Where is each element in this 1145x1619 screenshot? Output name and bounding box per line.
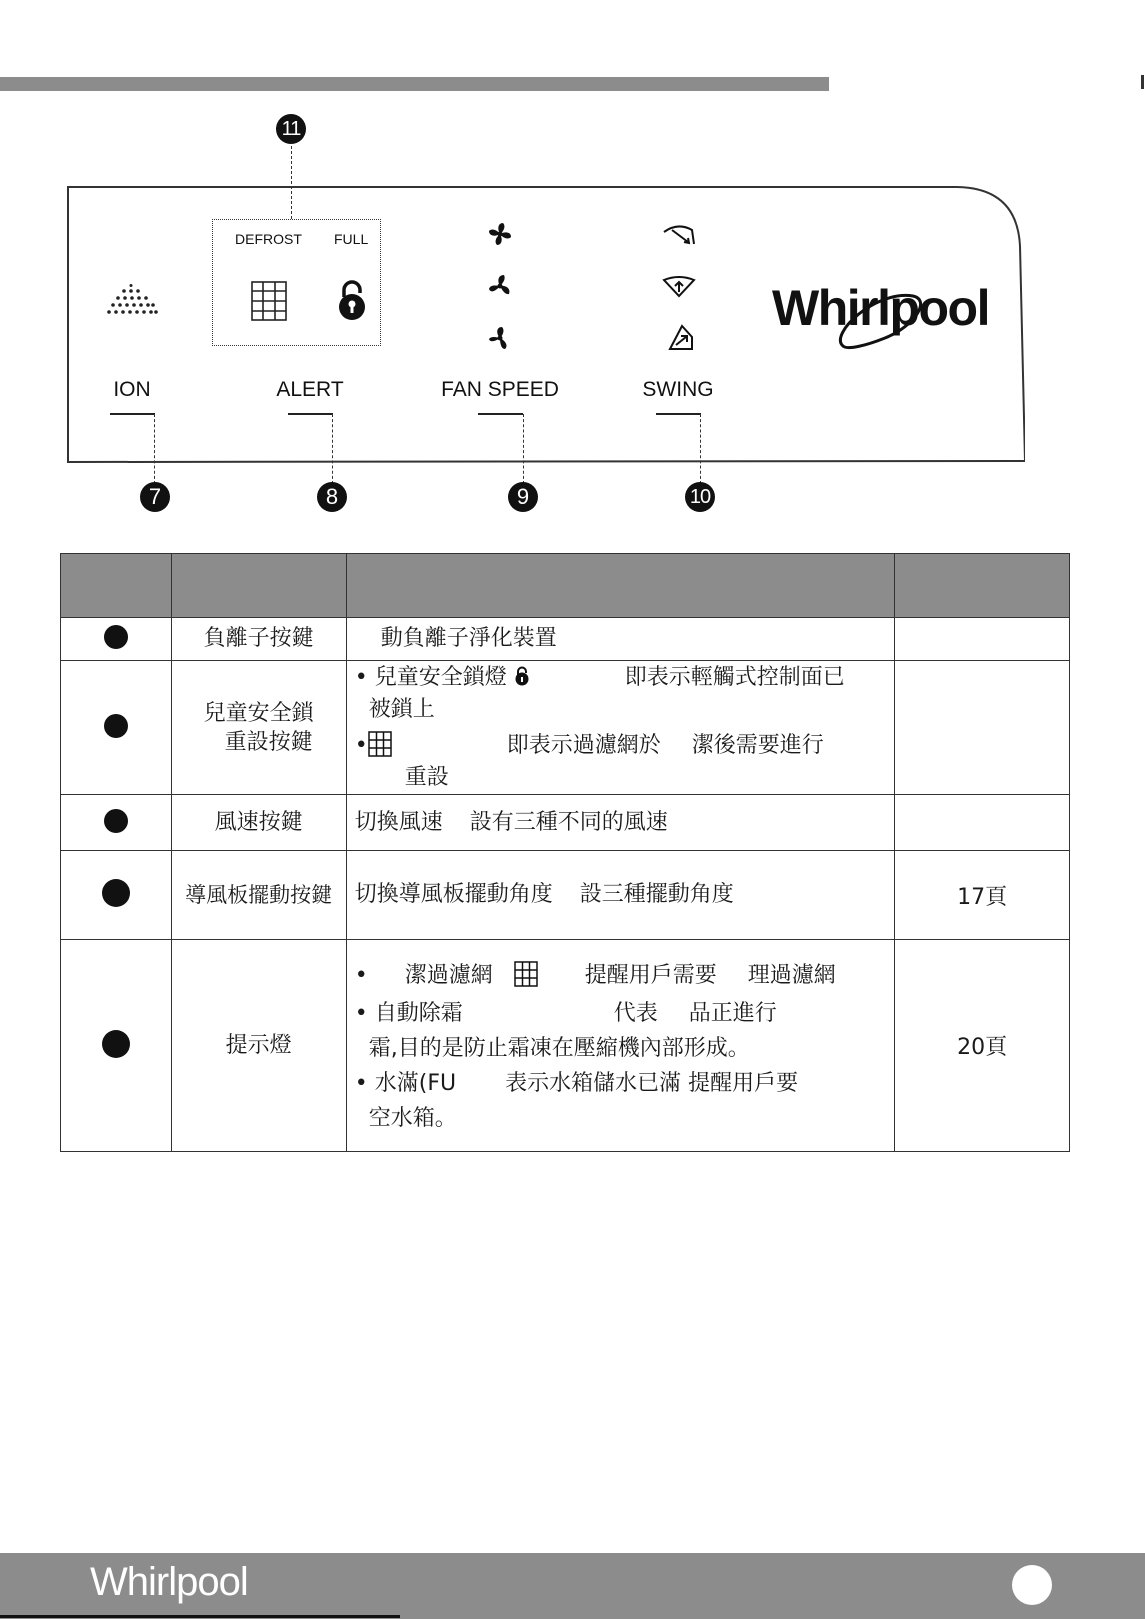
table-row bbox=[61, 618, 1070, 661]
fan-high-icon bbox=[487, 221, 513, 247]
table-header-row bbox=[61, 554, 1070, 618]
row-desc: 提醒用戶需要 bbox=[584, 962, 717, 988]
row-page bbox=[895, 618, 1070, 661]
row-page bbox=[895, 795, 1070, 851]
leader-line-9 bbox=[523, 414, 524, 484]
row-page: 17頁 bbox=[895, 851, 1070, 940]
defrost-label: DEFROST bbox=[235, 231, 302, 247]
footer-brand-logo: Whirlpool bbox=[90, 1560, 248, 1604]
swing-underline bbox=[656, 413, 701, 415]
row-desc: 即表示過濾網於 bbox=[506, 732, 661, 758]
callout-8: 8 bbox=[317, 482, 347, 512]
row-desc: 動負離子淨化裝置 bbox=[380, 626, 557, 651]
header-cell bbox=[346, 554, 895, 618]
full-label: FULL bbox=[334, 231, 369, 247]
row-desc: 品正進行 bbox=[688, 1000, 777, 1026]
row-desc: 設三種擺動角度 bbox=[579, 882, 734, 907]
ion-icon bbox=[105, 284, 159, 314]
leader-line-11 bbox=[291, 146, 292, 219]
alert-button-label[interactable]: ALERT bbox=[276, 378, 344, 401]
page-number-badge bbox=[1012, 1565, 1052, 1605]
row-desc: 水滿(FU bbox=[374, 1070, 457, 1096]
table-row bbox=[61, 795, 1070, 851]
top-header-bar bbox=[0, 77, 829, 91]
row-page: 20頁 bbox=[895, 940, 1070, 1152]
swing-narrow-icon bbox=[666, 323, 696, 353]
header-cell bbox=[171, 554, 346, 618]
row-marker-dot bbox=[102, 879, 130, 907]
edge-tick-mark bbox=[1141, 75, 1144, 89]
whirlpool-logo: Whirlpool bbox=[772, 280, 989, 336]
callout-7: 7 bbox=[140, 482, 170, 512]
ion-underline bbox=[110, 413, 155, 415]
table-row: 兒童安全鎖 重設按鍵 • 兒童安全鎖燈 即表示輕觸式控制面已 被鎖上 • 即表示過濾網於 潔後需要進行 重設 bbox=[61, 661, 1070, 795]
callout-10: 10 bbox=[685, 482, 715, 512]
row-name: 提示燈 bbox=[225, 1032, 292, 1058]
row-desc: 設有三種不同的風速 bbox=[469, 809, 668, 835]
fan-medium-icon bbox=[487, 273, 513, 299]
row-desc: 潔後需要進行 bbox=[691, 732, 824, 758]
ion-button-label[interactable]: ION bbox=[113, 378, 151, 401]
filter-grid-icon bbox=[368, 731, 392, 757]
row-desc: 代表 bbox=[613, 1000, 658, 1026]
footer-rule bbox=[0, 1615, 400, 1618]
table-row bbox=[61, 851, 1070, 940]
alert-underline bbox=[288, 413, 333, 415]
logo-swoosh bbox=[835, 286, 945, 354]
row-desc: 切換風速 bbox=[354, 809, 443, 835]
lock-icon bbox=[336, 279, 368, 321]
leader-line-8 bbox=[332, 414, 333, 484]
swing-mid-icon bbox=[662, 276, 696, 298]
header-cell bbox=[61, 554, 172, 618]
callout-11: 11 bbox=[276, 114, 306, 144]
swing-wide-icon bbox=[662, 224, 696, 246]
row-desc: 切換導風板擺動角度 bbox=[354, 882, 553, 907]
row-desc: 空水箱。 bbox=[368, 1105, 457, 1131]
filter-grid-icon bbox=[514, 961, 538, 987]
row-desc: 兒童安全鎖燈 bbox=[374, 664, 507, 690]
row-marker-dot bbox=[102, 1030, 130, 1058]
row-name: 負離子按鍵 bbox=[203, 626, 314, 651]
row-name: 風速按鍵 bbox=[214, 809, 303, 835]
lock-icon bbox=[514, 666, 530, 686]
function-table bbox=[60, 553, 1070, 1152]
row-page bbox=[895, 661, 1070, 795]
row-desc: 被鎖上 bbox=[368, 696, 435, 722]
table-row: 提示燈 • 潔過濾網 提醒用戶需要 理過濾網 • 自動除霜 代表 品正進行 霜,目的是防止霜凍在壓縮機內部形成。 • 水滿(FU 表示水箱儲水已滿 提醒用戶要 空水箱。 20頁 bbox=[61, 940, 1070, 1152]
row-marker-dot bbox=[104, 625, 128, 649]
leader-line-10 bbox=[700, 414, 701, 484]
row-marker-dot bbox=[104, 809, 128, 833]
callout-9: 9 bbox=[508, 482, 538, 512]
row-desc: 霜,目的是防止霜凍在壓縮機內部形成。 bbox=[368, 1035, 750, 1061]
row-desc: 表示水箱儲水已滿 提醒用戶要 bbox=[505, 1070, 799, 1096]
filter-grid-icon bbox=[251, 281, 287, 321]
row-desc: 即表示輕觸式控制面已 bbox=[624, 664, 845, 690]
fan-speed-button-label[interactable]: FAN SPEED bbox=[441, 378, 559, 401]
row-desc: 理過濾網 bbox=[747, 962, 836, 988]
header-cell bbox=[895, 554, 1070, 618]
row-name: 導風板擺動按鍵 bbox=[185, 883, 333, 907]
row-desc: 重設 bbox=[404, 764, 449, 790]
fan-low-icon bbox=[487, 325, 513, 351]
row-marker-dot bbox=[104, 714, 128, 738]
swing-button-label[interactable]: SWING bbox=[642, 378, 714, 401]
row-name: 重設按鍵 bbox=[224, 729, 313, 755]
row-desc: 潔過濾網 bbox=[404, 962, 493, 988]
row-name: 兒童安全鎖 bbox=[203, 700, 314, 726]
row-desc: 自動除霜 bbox=[374, 1000, 463, 1026]
leader-line-7 bbox=[154, 414, 155, 484]
fan-speed-underline bbox=[478, 413, 523, 415]
